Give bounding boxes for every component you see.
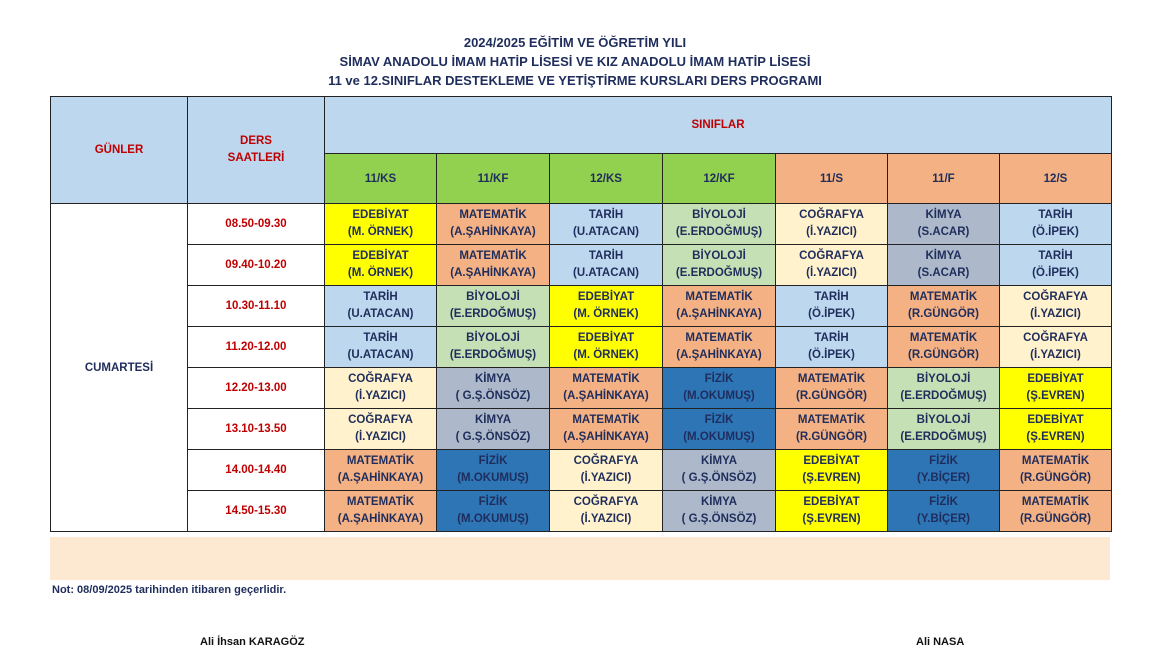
lesson-cell	[437, 450, 550, 491]
lesson-teacher: (M. ÖRNEK)	[573, 308, 639, 320]
lesson-teacher: (M. ÖRNEK)	[347, 267, 414, 279]
signature-right: Ali NASA	[916, 636, 965, 648]
lesson-cell	[550, 204, 663, 245]
lesson-teacher: (S.ACAR)	[917, 226, 970, 238]
lesson-subject: BİYOLOJİ	[692, 250, 746, 262]
lesson-teacher: ( G.Ş.ÖNSÖZ)	[681, 513, 757, 525]
lesson-subject: TARİH	[363, 332, 398, 344]
header-hours	[188, 97, 325, 204]
lesson-cell	[437, 409, 550, 450]
lesson-subject: MATEMATİK	[685, 332, 753, 344]
document-header	[0, 33, 1150, 90]
lesson-subject: MATEMATİK	[346, 455, 415, 467]
lesson-teacher: ( G.Ş.ÖNSÖZ)	[681, 472, 757, 484]
class-header: 11/S	[776, 154, 888, 204]
lesson-cell	[437, 368, 550, 409]
day-cell: CUMARTESİ	[51, 204, 188, 532]
lesson-teacher: (E.ERDOĞMUŞ)	[449, 349, 537, 361]
lesson-cell	[550, 491, 663, 532]
lesson-teacher: (R.GÜNGÖR)	[1020, 472, 1091, 484]
lesson-subject: KİMYA	[701, 455, 737, 467]
lesson-cell	[663, 409, 776, 450]
lesson-cell	[663, 491, 776, 532]
lesson-subject: BİYOLOJİ	[916, 414, 971, 426]
lesson-teacher: (E.ERDOĞMUŞ)	[900, 431, 987, 443]
lesson-teacher: (Ş.EVREN)	[802, 472, 861, 484]
lesson-teacher: (E.ERDOĞMUŞ)	[449, 308, 537, 320]
lesson-teacher: (S.ACAR)	[917, 267, 970, 279]
header-line-1: 2024/2025 EĞİTİM VE ÖĞRETİM YILI	[463, 35, 687, 50]
lesson-cell	[550, 450, 663, 491]
lesson-subject: KİMYA	[475, 373, 511, 385]
lesson-subject: BİYOLOJİ	[466, 291, 520, 303]
lesson-cell	[776, 327, 888, 368]
lesson-cell	[550, 286, 663, 327]
lesson-subject: EDEBİYAT	[352, 209, 409, 221]
lesson-cell	[325, 327, 437, 368]
lesson-subject: KİMYA	[701, 496, 737, 508]
lesson-cell	[776, 204, 888, 245]
schedule-row	[51, 327, 1112, 368]
lesson-subject: KİMYA	[925, 250, 962, 262]
lesson-subject: COĞRAFYA	[799, 250, 864, 262]
lesson-cell	[1000, 450, 1112, 491]
lesson-cell	[663, 245, 776, 286]
schedule-row	[51, 204, 1112, 245]
lesson-subject: MATEMATİK	[797, 414, 866, 426]
time-slot: 13.10-13.50	[188, 409, 325, 450]
validity-note: Not: 08/09/2025 tarihinden itibaren geçerlidir.	[52, 584, 287, 596]
lesson-cell	[437, 327, 550, 368]
lesson-teacher: (M.OKUMUŞ)	[457, 472, 529, 484]
lesson-subject: TARİH	[363, 291, 398, 303]
lesson-subject: TARİH	[814, 291, 849, 303]
lesson-subject: FİZİK	[929, 496, 958, 508]
lesson-subject: MATEMATİK	[1021, 455, 1090, 467]
lesson-subject: FİZİK	[478, 455, 508, 467]
time-slot: 08.50-09.30	[188, 204, 325, 245]
lesson-subject: BİYOLOJİ	[466, 332, 520, 344]
lesson-subject: TARİH	[1038, 209, 1073, 221]
lesson-cell	[888, 409, 1000, 450]
lesson-teacher: (M.OKUMUŞ)	[683, 390, 755, 402]
lesson-cell	[325, 368, 437, 409]
lesson-subject: FİZİK	[704, 414, 734, 426]
lesson-subject: COĞRAFYA	[348, 373, 413, 385]
lesson-cell	[1000, 409, 1112, 450]
lesson-cell	[550, 245, 663, 286]
lesson-cell	[325, 450, 437, 491]
time-slot: 10.30-11.10	[188, 286, 325, 327]
lesson-teacher: (Ş.EVREN)	[1026, 431, 1085, 443]
lesson-cell	[888, 286, 1000, 327]
lesson-subject: KİMYA	[475, 414, 511, 426]
class-header: 12/KF	[663, 154, 776, 204]
lesson-teacher: (İ.YAZICI)	[580, 513, 632, 525]
lesson-subject: BİYOLOJİ	[916, 373, 971, 385]
lesson-teacher: (M.OKUMUŞ)	[457, 513, 529, 525]
lesson-cell	[1000, 368, 1112, 409]
lesson-subject: TARİH	[814, 332, 849, 344]
lesson-teacher: (Y.BİÇER)	[916, 513, 971, 525]
lesson-subject: COĞRAFYA	[1023, 332, 1088, 344]
lesson-teacher: (M. ÖRNEK)	[573, 349, 639, 361]
schedule-row	[51, 245, 1112, 286]
lesson-subject: BİYOLOJİ	[692, 209, 746, 221]
lesson-teacher: (U.ATACAN)	[347, 349, 414, 361]
lesson-subject: TARİH	[588, 250, 624, 262]
lesson-subject: COĞRAFYA	[573, 496, 639, 508]
lesson-teacher: (A.ŞAHİNKAYA)	[563, 431, 649, 443]
lesson-subject: EDEBİYAT	[803, 455, 860, 467]
lesson-cell	[550, 368, 663, 409]
lesson-subject: COĞRAFYA	[573, 455, 639, 467]
lesson-teacher: (Ö.İPEK)	[808, 308, 855, 320]
lesson-teacher: (Y.BİÇER)	[916, 472, 971, 484]
lesson-teacher: (R.GÜNGÖR)	[908, 349, 979, 361]
lesson-cell	[1000, 204, 1112, 245]
lesson-teacher: (R.GÜNGÖR)	[796, 390, 867, 402]
lesson-teacher: (İ.YAZICI)	[806, 267, 857, 279]
header-hours-line1: DERS	[240, 135, 272, 147]
time-slot: 09.40-10.20	[188, 245, 325, 286]
lesson-cell	[437, 245, 550, 286]
schedule-table	[50, 96, 1112, 532]
lesson-teacher: (A.ŞAHİNKAYA)	[563, 390, 649, 402]
lesson-teacher: ( G.Ş.ÖNSÖZ)	[455, 390, 531, 402]
lesson-cell	[888, 245, 1000, 286]
time-slot: 14.50-15.30	[188, 491, 325, 532]
lesson-cell	[663, 286, 776, 327]
lesson-teacher: (A.ŞAHİNKAYA)	[676, 349, 762, 361]
signature-left: Ali İhsan KARAGÖZ	[200, 636, 305, 648]
lesson-cell	[888, 204, 1000, 245]
lesson-teacher: (R.GÜNGÖR)	[796, 431, 867, 443]
lesson-subject: MATEMATİK	[909, 291, 978, 303]
lesson-teacher: (A.ŞAHİNKAYA)	[450, 267, 536, 279]
schedule-row	[51, 368, 1112, 409]
lesson-cell	[663, 204, 776, 245]
lesson-teacher: (A.ŞAHİNKAYA)	[337, 513, 424, 525]
lesson-subject: MATEMATİK	[797, 373, 866, 385]
lesson-teacher: (İ.YAZICI)	[580, 472, 632, 484]
header-classes: SINIFLAR	[325, 97, 1112, 154]
lesson-cell	[888, 491, 1000, 532]
header-line-3: 11 ve 12.SINIFLAR DESTEKLEME VE YETİŞTİRME KURSLARI DERS PROGRAMI	[328, 73, 822, 88]
lesson-cell	[776, 245, 888, 286]
lesson-teacher: (Ö.İPEK)	[1032, 267, 1079, 279]
lesson-teacher: (İ.YAZICI)	[355, 390, 406, 402]
header-hours-line2: SAATLERİ	[227, 152, 285, 164]
class-header: 12/S	[1000, 154, 1112, 204]
schedule-row	[51, 450, 1112, 491]
lesson-teacher: (U.ATACAN)	[572, 226, 639, 238]
lesson-cell	[437, 204, 550, 245]
time-slot: 14.00-14.40	[188, 450, 325, 491]
lesson-cell	[663, 368, 776, 409]
lesson-subject: MATEMATİK	[685, 291, 753, 303]
lesson-teacher: (M. ÖRNEK)	[347, 226, 414, 238]
lesson-cell	[1000, 327, 1112, 368]
lesson-cell	[888, 450, 1000, 491]
lesson-subject: MATEMATİK	[572, 414, 640, 426]
lesson-cell	[437, 491, 550, 532]
lesson-teacher: (İ.YAZICI)	[806, 226, 857, 238]
lesson-teacher: (R.GÜNGÖR)	[1020, 513, 1091, 525]
lesson-cell	[1000, 286, 1112, 327]
class-header: 11/KF	[437, 154, 550, 204]
lesson-subject: TARİH	[588, 209, 624, 221]
lesson-subject: EDEBİYAT	[577, 291, 635, 303]
lesson-teacher: (E.ERDOĞMUŞ)	[675, 226, 763, 238]
lesson-subject: EDEBİYAT	[577, 332, 635, 344]
lesson-teacher: (Ö.İPEK)	[1032, 226, 1079, 238]
lesson-teacher: (E.ERDOĞMUŞ)	[900, 390, 987, 402]
lesson-subject: FİZİK	[704, 373, 734, 385]
lesson-cell	[776, 286, 888, 327]
lesson-subject: KİMYA	[925, 209, 962, 221]
lesson-subject: MATEMATİK	[459, 250, 527, 262]
lesson-teacher: (İ.YAZICI)	[355, 431, 406, 443]
lesson-teacher: (Ş.EVREN)	[1026, 390, 1085, 402]
note-strip	[50, 537, 1110, 580]
lesson-teacher: (A.ŞAHİNKAYA)	[676, 308, 762, 320]
lesson-subject: MATEMATİK	[346, 496, 415, 508]
lesson-teacher: (M.OKUMUŞ)	[683, 431, 755, 443]
class-header: 12/KS	[550, 154, 663, 204]
lesson-subject: FİZİK	[478, 496, 508, 508]
lesson-subject: TARİH	[1038, 250, 1073, 262]
lesson-cell	[325, 245, 437, 286]
lesson-subject: EDEBİYAT	[1027, 373, 1084, 385]
lesson-teacher: (A.ŞAHİNKAYA)	[450, 226, 536, 238]
schedule-row	[51, 491, 1112, 532]
time-slot: 11.20-12.00	[188, 327, 325, 368]
lesson-cell	[1000, 491, 1112, 532]
lesson-teacher: ( G.Ş.ÖNSÖZ)	[455, 431, 531, 443]
lesson-subject: EDEBİYAT	[803, 496, 860, 508]
lesson-subject: COĞRAFYA	[799, 209, 864, 221]
lesson-cell	[776, 409, 888, 450]
lesson-subject: MATEMATİK	[909, 332, 978, 344]
lesson-cell	[776, 368, 888, 409]
lesson-subject: EDEBİYAT	[1027, 414, 1084, 426]
lesson-subject: MATEMATİK	[459, 209, 527, 221]
lesson-cell	[325, 491, 437, 532]
lesson-subject: MATEMATİK	[572, 373, 640, 385]
lesson-teacher: (Ş.EVREN)	[802, 513, 861, 525]
lesson-teacher: (R.GÜNGÖR)	[908, 308, 979, 320]
lesson-teacher: (E.ERDOĞMUŞ)	[675, 267, 763, 279]
time-slot: 12.20-13.00	[188, 368, 325, 409]
class-header: 11/KS	[325, 154, 437, 204]
lesson-cell	[550, 409, 663, 450]
schedule-row	[51, 286, 1112, 327]
lesson-cell	[325, 286, 437, 327]
lesson-subject: MATEMATİK	[1021, 496, 1090, 508]
lesson-subject: EDEBİYAT	[352, 250, 409, 262]
class-header: 11/F	[888, 154, 1000, 204]
schedule-row	[51, 409, 1112, 450]
lesson-subject: COĞRAFYA	[1023, 291, 1088, 303]
lesson-cell	[325, 409, 437, 450]
lesson-cell	[550, 327, 663, 368]
lesson-teacher: (İ.YAZICI)	[1030, 349, 1081, 361]
lesson-cell	[776, 450, 888, 491]
header-days: GÜNLER	[51, 97, 188, 204]
lesson-teacher: (U.ATACAN)	[347, 308, 414, 320]
lesson-teacher: (A.ŞAHİNKAYA)	[337, 472, 424, 484]
lesson-teacher: (Ö.İPEK)	[808, 349, 855, 361]
lesson-cell	[437, 286, 550, 327]
lesson-cell	[776, 491, 888, 532]
lesson-subject: FİZİK	[929, 455, 958, 467]
lesson-cell	[888, 327, 1000, 368]
lesson-subject: COĞRAFYA	[348, 414, 413, 426]
lesson-teacher: (İ.YAZICI)	[1030, 308, 1081, 320]
lesson-cell	[888, 368, 1000, 409]
lesson-cell	[325, 204, 437, 245]
lesson-cell	[1000, 245, 1112, 286]
header-line-2: SİMAV ANADOLU İMAM HATİP LİSESİ VE KIZ ANADOLU İMAM HATİP LİSESİ	[339, 54, 811, 69]
lesson-cell	[663, 450, 776, 491]
lesson-teacher: (U.ATACAN)	[572, 267, 639, 279]
lesson-cell	[663, 327, 776, 368]
